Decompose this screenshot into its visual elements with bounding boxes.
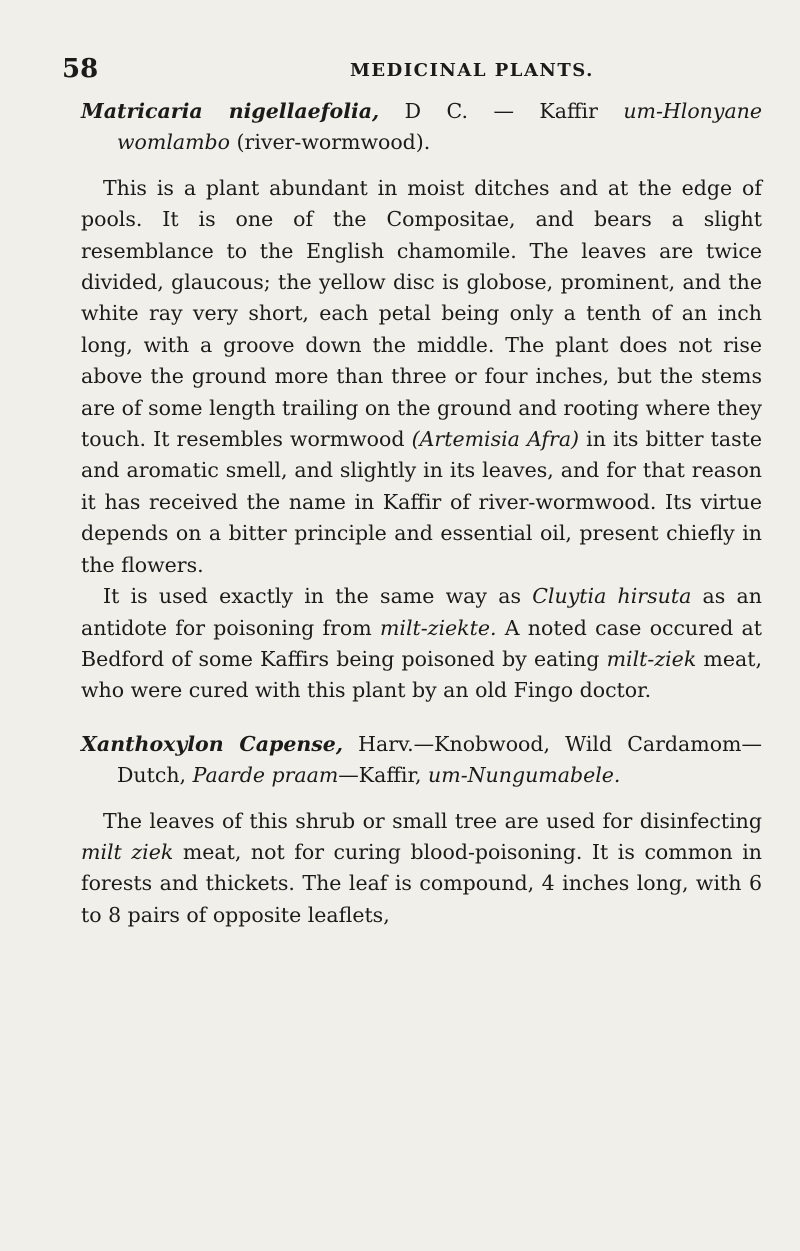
paragraph — [81, 581, 762, 707]
entry-heading-matricaria — [81, 96, 762, 159]
text-run: as an antidote for poisoning from — [81, 584, 762, 640]
spacer — [81, 792, 762, 806]
vernacular-name: um-Hlonyane womlambo — [117, 99, 763, 155]
authority: D C. — — [379, 99, 540, 123]
running-head — [62, 54, 752, 84]
paragraph — [81, 806, 762, 932]
vernacular-name: um-Nungumabele. — [428, 763, 621, 788]
spacer — [81, 159, 762, 173]
italic-run: (Artemisia Afra) — [411, 427, 580, 452]
entry-heading-xanthoxylon — [81, 729, 762, 792]
italic-run: Cluytia hirsuta — [532, 584, 692, 609]
text-run: in its bitter taste and aromatic smell, and slightly in its leaves, and for that reason it has received the name in Kaffir of river-wormwood. Its virtue depends on a bitter principle and essential oil, present chiefly in the flowers. — [81, 427, 762, 577]
text-run: The leaves of this shrub or small tree are used for disinfecting — [103, 808, 762, 833]
latin-name: Matricaria nigellaefolia, — [81, 99, 380, 123]
dutch-name: Paarde praam — [192, 763, 339, 788]
latin-name: Xanthoxylon Capense, — [81, 731, 343, 756]
running-title: MEDICINAL PLANTS. — [350, 60, 594, 81]
language-label: Kaffir — [539, 99, 598, 123]
text-run: A noted case occured at Bedford of some Kaffirs being poisoned by eating — [81, 615, 762, 671]
paragraph — [81, 173, 762, 581]
text-run: meat, not for curing blood-poisoning. It is common in forests and thickets. The leaf is compound, 4 inches long, with 6 to 8 pairs of opposite leaflets, — [81, 839, 763, 927]
spacer — [81, 707, 762, 729]
page-body — [81, 96, 762, 931]
text-run: It is used exactly in the same way as — [103, 584, 533, 609]
page-number: 58 — [62, 54, 99, 84]
authority: Harv.—Knobwood, Wild Cardamom—Dutch, — [117, 731, 762, 788]
language-label: —Kaffir, — [338, 763, 429, 788]
text-run: This is a plant abundant in moist ditches and at the edge of pools. It is one of the Compositae, and bears a slight resemblance to the English chamomile. The leaves are twice divided, glaucous; the yellow disc is globose, prominent, and the white ray very short, each petal being only a tenth of an inch long, with a groove down the middle. The plant does not rise above the ground more than three or four inches, but the stems are of some length trailing on the ground and rooting where they touch. It resembles wormwood — [81, 175, 762, 452]
italic-run: milt-ziekte. — [379, 615, 497, 640]
italic-run: milt ziek — [81, 839, 174, 864]
english-name: (river-wormwood). — [230, 130, 431, 155]
text-run: meat, who were cured with this plant by an old Fingo doctor. — [81, 646, 762, 703]
italic-run: milt-ziek — [606, 646, 697, 671]
